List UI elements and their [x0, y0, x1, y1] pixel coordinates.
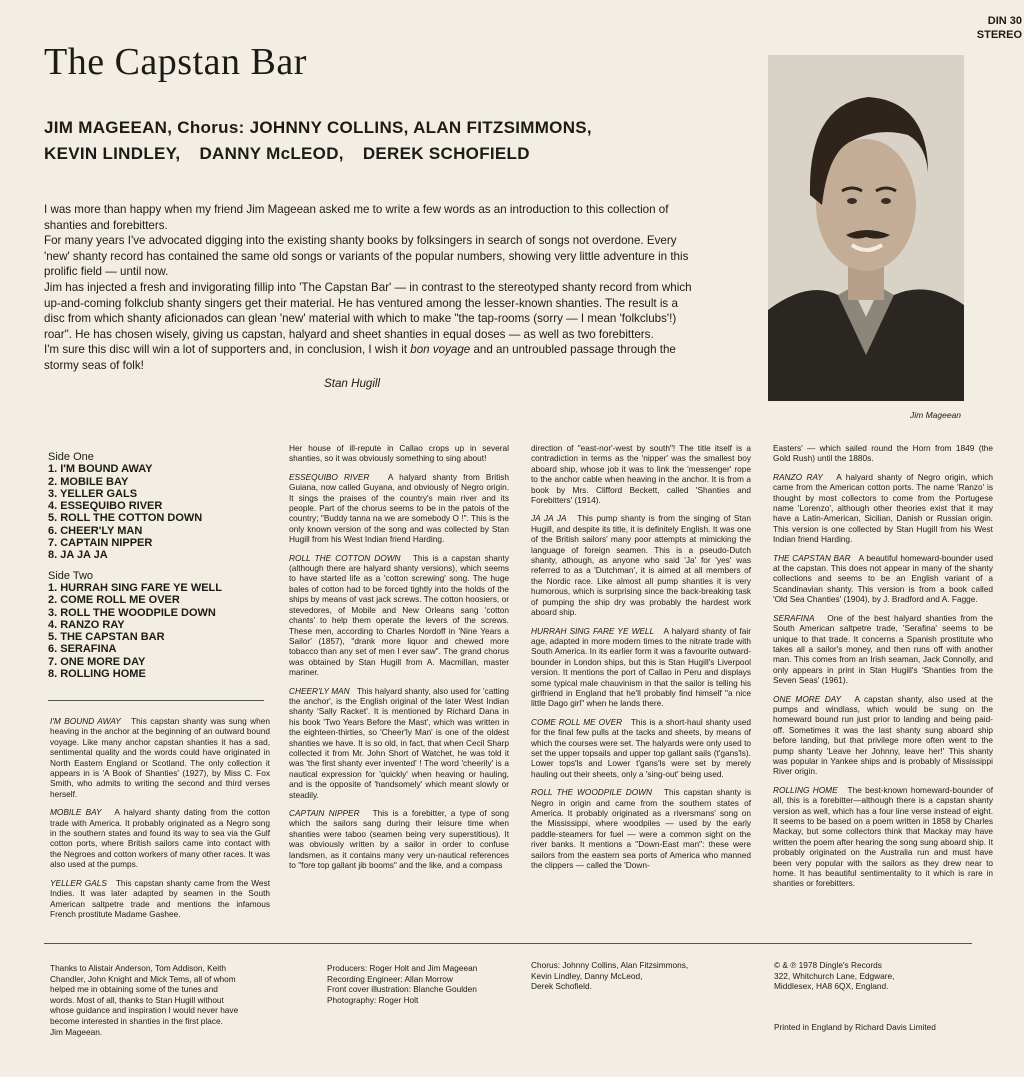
- performer-credits: [44, 115, 592, 167]
- track-item: 4. RANZO RAY: [48, 618, 125, 631]
- song-note-title: MOBILE BAY: [50, 807, 102, 818]
- tracklist: [48, 451, 258, 680]
- track-item: 8. JA JA JA: [48, 549, 108, 562]
- side-one-list: [48, 463, 258, 561]
- song-note-text: This capstan shanty was sung when heaving in the anchor at the beginning of an outward bound voyage. Like many anchor capstan shanties it has a sad, sentimental quality and the words could have originated in North Eastern England or Scotland. The only collection it appears in is 'A Book of Shanties' (1927), by Miss C. Fox Smith, who admits to writing the second and third verses herself.: [50, 716, 270, 799]
- song-note-title: SERAFINA: [773, 612, 815, 623]
- introduction: [44, 202, 694, 391]
- footer-line: Front cover illustration: Blanche Goulden: [327, 984, 477, 995]
- track-item: 7. ONE MORE DAY: [48, 655, 146, 668]
- credit-kevin: KEVIN LINDLEY,: [44, 144, 181, 163]
- song-note-title: CHEER'LY MAN: [289, 685, 350, 696]
- footer-line: 322, Whitchurch Lane, Edgware,: [774, 970, 895, 981]
- track-item: 1. I'M BOUND AWAY: [48, 463, 153, 476]
- song-note: [289, 472, 509, 545]
- intro-paragraph: [44, 342, 694, 373]
- copyright-block: [774, 960, 894, 992]
- song-note-text: direction of "east-nor'-west by south"! The title itself is a contradiction in terms as the 'nipper' was the smallest boy aboard ship, whose job it was to link the 'messenger' rope to the anchor cable when heaving in the anchor. It is from a book by Mrs. Clifford Beckett, called 'Shanties and Forebitters' (1914).: [531, 443, 751, 506]
- portrait-illustration: [768, 55, 964, 401]
- song-note-text: This is a capstan shanty (although there are halyard shanty versions), which seems to have started life as a 'cotton screwing' song. The huge bales of cotton had to be forced tightly into the holds of the ships by means of vast jack screws. The cotton hoosiers, or stevedores, of Mobile and New Orleans sang 'cotton chants' to help them operate the levers of the screws. These men, according to Charles Nordoff in 'Nine Years a Sailor' (1857), "drank more liquor and chewed more tobacco than any set of men I ever saw". The grand chorus was obtained by Stan Hugill from A. Macmillan, master mariner.: [289, 552, 509, 678]
- footer-line: Chorus: Johnny Collins, Alan Fitzsimmons,: [531, 960, 689, 970]
- song-note: [531, 787, 751, 870]
- credits-line-1: JIM MAGEEAN, Chorus: JOHNNY COLLINS, ALAN FITZSIMMONS,: [44, 118, 592, 137]
- footer-line: Photography: Roger Holt: [327, 994, 419, 1005]
- intro-paragraph: I was more than happy when my friend Jim Mageean asked me to write a few words as an introduction to this collection of shanties and forebitters.: [44, 203, 669, 232]
- song-note-text: This halyard shanty, also used for 'catting the anchor', is the English original of the later West Indian shanty 'Sally Racket'. It is mentioned by Richard Dana in his book 'Two Years Before the Mast', which was written in the eighteen-thirties, so 'Cheer'ly Man' is one of the oldest shanties we have. It is so old, in fact, that when Cecil Sharp collected it from Mr. John Short of Watchet, he was told it was 'the first shanty ever invented' ! The word 'cheerily' is a nautical expression for 'quickly' when heaving or hauling, and is the opposite of 'handsomely' which meant slowly or steadily.: [289, 685, 509, 800]
- format-label: STEREO: [976, 29, 1022, 41]
- credit-danny: DANNY McLEOD,: [199, 144, 344, 163]
- song-note-title: COME ROLL ME OVER: [531, 716, 623, 727]
- song-note: [289, 443, 509, 464]
- footer-line: words. Most of all, thanks to Stan Hugill without: [50, 994, 224, 1005]
- notes-column-4: [773, 443, 993, 897]
- footer-line: Kevin Lindley, Danny McLeod,: [531, 970, 643, 981]
- footer-line: Thanks to Alistair Anderson, Tom Addison, Keith: [50, 963, 227, 973]
- footer-line: Derek Schofield.: [531, 981, 592, 992]
- footer-line: become interested in shanties in the first place.: [50, 1015, 223, 1026]
- track-item: 6. CHEER'LY MAN: [48, 524, 143, 537]
- printer-credit: Printed in England by Richard Davis Limited: [774, 1022, 936, 1032]
- song-note-title: ROLL THE WOODPILE DOWN: [531, 787, 653, 798]
- song-note-text: One of the best halyard shanties from the South American saltpetre trade, 'Serafina' seems to be unique to that trade. It concerns a Spanish prostitute who takes all a sailor's money, and then runs off with another man. This comes from an Irish seaman, Jack Connolly, and only appears in print in Stan Hugill's 'Shanties from the Seven Seas' (1961).: [773, 612, 993, 686]
- song-note: [289, 553, 509, 678]
- song-note-title: RANZO RAY: [773, 471, 823, 482]
- song-note-title: CAPTAIN NIPPER: [289, 808, 360, 818]
- track-item: 6. SERAFINA: [48, 643, 117, 656]
- song-note-text: A capstan shanty, also used at the pumps and windlass, which would be sung on the homeward bound run just prior to landing and being paid-off. Sometimes it was the last shanty sung aboard ship before landing, but that privilege more often went to the pump shanty 'Leave her Johnny, leave her!' This shanty was popular in Yankee ships and is probably of Mississippi River origin.: [773, 693, 993, 777]
- footer-line: helped me in obtaining some of the tunes and: [50, 984, 218, 995]
- song-note: [773, 785, 993, 889]
- song-note-text: A halyard shanty of fair age, adapted in more modern times to the nitrate trade with South America. In its earlier form it was a favourite outward-bounder in London ships, but this is Stan Hugill's Liverpool version. It mentions the port of Callao in Peru and displays some typical male chauvinism in that the sailor is telling his girlfriend in England that he'll probably find himself "a nice little Dago girl" when he lands there.: [531, 625, 751, 709]
- song-note: [50, 878, 270, 920]
- production-credits: [327, 963, 477, 1005]
- song-note-text: Her house of ill-repute in Callao crops up in several shanties, so it was obviously something to sing about!: [289, 443, 509, 464]
- photo-caption: Jim Mageean: [910, 410, 962, 420]
- song-note-title: HURRAH SING FARE YE WELL: [531, 625, 655, 636]
- track-item: 1. HURRAH SING FARE YE WELL: [48, 581, 222, 594]
- song-note: [773, 694, 993, 777]
- footer-line: whose guidance and inspiration I would never have: [50, 1005, 239, 1016]
- song-note-text: A beautiful homeward-bounder used at the capstan. This does not appear in many of the shanty collections and seems to be an English variant of a Scandinavian shanty. This version is from a book called 'Old Sea Chanties' (1904), by J. Bradford and A. Fagge.: [773, 552, 993, 605]
- song-note: [289, 686, 509, 800]
- intro-paragraph: Jim has injected a fresh and invigorating fillip into 'The Capstan Bar' — in contrast to the stereotyped shanty record from which up-and-coming folkclub shanty singers get their material. He has ventured among the lesser-known shanties. The result is a disc from which shanty aficionados can glean 'new' material with which to make "the tap-rooms (sorry — I mean 'folkclubs'!) roar". He has chosen wisely, giving us capstan, halyard and sheet shanties in equal doses — as well as two forebitters.: [44, 280, 692, 341]
- song-note: [50, 807, 270, 869]
- track-item: 2. COME ROLL ME OVER: [48, 594, 180, 607]
- catalog-code: DIN 30: [987, 15, 1022, 27]
- song-note-text: This capstan shanty came from the West Indies. It was later adapted by seamen in the South American saltpetre trade and mentions the infamous French prostitute Madame Gashee.: [50, 877, 270, 919]
- footer-line: Chandler, John Knight and Mick Tems, all of whom: [50, 973, 236, 984]
- footer-divider: [44, 943, 972, 944]
- footer-line: Recording Engineer: Allan Morrow: [327, 973, 453, 984]
- thanks-block: [50, 963, 238, 1037]
- credits-line-2: [44, 141, 592, 167]
- track-item: 2. MOBILE BAY: [48, 475, 129, 488]
- footer-line: Jim Mageean.: [50, 1026, 103, 1037]
- song-note: [50, 716, 270, 799]
- song-note-title: ROLLING HOME: [773, 784, 838, 795]
- notes-column-3: [531, 443, 751, 878]
- notes-column-2: [289, 443, 509, 878]
- song-note-text: This pump shanty is from the singing of Stan Hugill, and despite its title, it is definitely English. It was one of the British sailors' many poor attempts at mimicking the language of foreign seamen. This is a pseudo-Dutch shanty, athough, as anyone who said 'Ja' for 'yes' was referred to as a 'Dutchman', it is aimed at all members of the Nordic race. Like almost all pump shanties it is very humorous, which is surprising since the back-breaking task of pumping the ship dry was probably the hardest work aboard ship.: [531, 513, 752, 618]
- intro-signature: Stan Hugill: [324, 376, 381, 390]
- credit-derek: DEREK SCHOFIELD: [362, 144, 530, 163]
- song-note-text: A halyard shanty dating from the cotton trade with America. It probably originated as a Negro song in the southern states and found its way to sea via the Gulf cotton ports, where British sailors came into contact with the Negroes and cotton workers of many other races. It was also used at the pumps.: [50, 807, 270, 870]
- track-item: 7. CAPTAIN NIPPER: [48, 537, 153, 550]
- side-one-heading: Side One: [48, 451, 94, 463]
- song-note-text: This capstan shanty is Negro in origin and came from the southern states of America. It probably originated as a riversmans' song on the Mississippi, where woodpiles — used by the early paddle-steamers for fuel — were a common sight on the river banks. It mentions a "Down-East man": these were sailors from the eastern sea ports of America who manned the clippers — called the 'Down-: [531, 787, 751, 871]
- intro-text: and an untroubled passage through the stormy seas of folk!: [44, 343, 676, 372]
- song-note-title: I'M BOUND AWAY: [50, 716, 121, 726]
- track-item: 5. THE CAPSTAN BAR: [48, 631, 165, 644]
- album-title: The Capstan Bar: [44, 41, 307, 83]
- song-note-title: THE CAPSTAN BAR: [773, 552, 851, 563]
- song-note-title: ESSEQUIBO RIVER: [289, 471, 370, 482]
- track-item: 4. ESSEQUIBO RIVER: [48, 500, 163, 513]
- song-note-text: This is a short-haul shanty used for the final few pulls at the tacks and sheets, by means of which the courses were set. The halyards were only used to set the upper topsails and upper top gallant sails (t'gans'ls). Lower tops'ls and Lower t'gans'ls were set by merely hauling out their sheets, only a 'sing-out' being used.: [531, 716, 751, 779]
- catalog-number: [977, 14, 1022, 42]
- footer-line: © & ℗ 1978 Dingle's Records: [774, 960, 882, 970]
- song-note-text: A halyard shanty of Negro origin, which came from the American cotton ports. The name 'Ranzo' is thought by most collectors to come from the Portugese name 'Lorenzo', although other theories exist that it may have a Latin-American, Sicilian, Danish or Russian origin. This version is one collected by Stan Hugill from his West Indian friend Harding.: [773, 471, 993, 545]
- song-note: [531, 513, 751, 617]
- song-note-text: The best-known homeward-bounder of all, this is a forebitter—although there is a capstan shanty version as well, which has a four line verse instead of eight. It seems to be based on a poem written in 1858 by Charles Mackay, but some collectors think that Mackay may have written the poem after hearing the song sung aboard ship. It probably originated on the Australia run and must have been very popular with the sailors as they drew near to home. It has beautiful sentimentality to it which is rare in shanties or forebitters.: [773, 784, 993, 889]
- track-item: 3. YELLER GALS: [48, 487, 138, 500]
- intro-emphasis: bon voyage: [410, 343, 471, 357]
- footer-line: Middlesex, HA8 6QX, England.: [774, 981, 889, 992]
- intro-paragraph: For many years I've advocated digging into the existing shanty books by folksingers in search of songs not overdone. Every 'new' shanty record has contained the same old songs or variants of the popular numbers, showing very little adventure in this prolific field — until now.: [44, 234, 689, 279]
- song-note-title: ONE MORE DAY: [773, 693, 842, 704]
- song-note-title: JA JA JA: [531, 513, 567, 524]
- song-note-text: A halyard shanty from British Guiana, now called Guyana, and obviously of Negro origin. It sings the praises of the country's main river and its people. Part of the chorus seems to be in the patois of the country; "Buddy tanna na we are somebody O !". This is the only known version of the song and was collected by Stan Hugill from his West Indian friend Harding.: [289, 471, 509, 545]
- song-note: [773, 553, 993, 605]
- intro-text: I'm sure this disc will win a lot of supporters and, in conclusion, I wish it: [44, 343, 411, 357]
- song-note: [531, 626, 751, 709]
- chorus-credits: [531, 960, 688, 992]
- song-note: [531, 443, 751, 505]
- side-two-list: [48, 582, 258, 680]
- footer-line: Producers: Roger Holt and Jim Mageean: [327, 963, 478, 973]
- song-note: [773, 613, 993, 686]
- song-note-title: YELLER GALS: [50, 877, 107, 888]
- song-note: [773, 472, 993, 545]
- side-two-heading: Side Two: [48, 569, 94, 582]
- song-note: [531, 717, 751, 779]
- track-item: 8. ROLLING HOME: [48, 668, 146, 681]
- song-note-text: This is a forebitter, a type of song which the sailors sang during their leisure time when shanties were taboo (seamen being very superstitious). It was obviously written by a sailor in order to confuse landsmen, as it contains many very un-nautical references to "fore top gallant jib booms" and the like, and a compass: [289, 808, 510, 871]
- song-note: [289, 808, 509, 870]
- track-item: 5. ROLL THE COTTON DOWN: [48, 512, 203, 525]
- notes-column-1: [50, 716, 270, 927]
- song-note: [773, 443, 993, 464]
- artist-photo: [768, 55, 964, 401]
- divider: [48, 700, 264, 701]
- song-note-text: Easters' — which sailed round the Horn from 1849 (the Gold Rush) until the 1880s.: [773, 443, 993, 464]
- song-note-title: ROLL THE COTTON DOWN: [289, 552, 401, 563]
- track-item: 3. ROLL THE WOODPILE DOWN: [48, 606, 216, 619]
